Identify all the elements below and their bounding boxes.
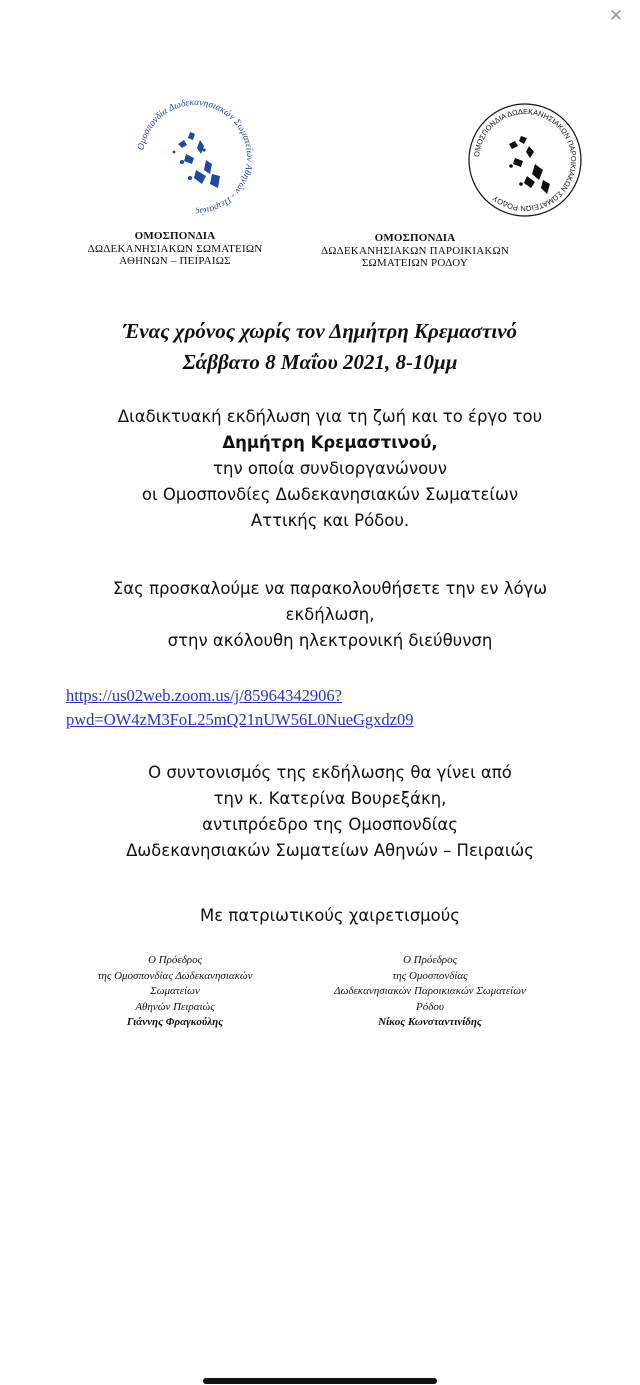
coordination-line: την κ. Κατερίνα Βουρεξάκη, <box>213 789 447 808</box>
signature-left <box>55 953 295 1031</box>
intro-line: Αττικής και Ρόδου. <box>250 511 410 530</box>
intro-line: την οποία συνδιοργανώνουν <box>213 459 447 478</box>
closing-greeting: Με πατριωτικούς χαιρετισμούς <box>199 906 460 925</box>
org-right-line: ΟΜΟΣΠΟΝΔΙΑ <box>374 232 456 244</box>
signature-line: Ο Πρόεδρος <box>402 954 458 966</box>
org-right-line: ΣΩΜΑΤΕΙΩΝ ΡΟΔΟΥ <box>361 257 469 269</box>
intro-line: Διαδικτυακή εκδήλωση για τη ζωή και το έργο του <box>117 407 543 426</box>
home-indicator[interactable] <box>203 1378 437 1384</box>
intro-paragraph <box>30 404 630 534</box>
invite-paragraph <box>30 576 630 654</box>
invite-line: Σας προσκαλούμε να παρακολουθήσετε την εν λόγω <box>112 579 548 598</box>
islands-map-icon <box>509 136 550 194</box>
invite-line: εκδήλωση, <box>285 605 375 624</box>
federation-seal-rhodes-logo <box>465 100 585 220</box>
zoom-link-line[interactable]: pwd=OW4zM3FoL25mQ21nUW56L0NueGgxdz09 <box>66 710 414 729</box>
signature-line: Ο Πρόεδρος <box>147 954 203 966</box>
org-right-caption <box>290 232 540 270</box>
org-left-line: ΑΘΗΝΩΝ – ΠΕΙΡΑΙΩΣ <box>119 255 231 267</box>
coordination-line: Δωδεκανησιακών Σωματείων Αθηνών – Πειραιώς <box>126 841 534 860</box>
signature-line: της Ομοσπονδίας <box>392 969 468 982</box>
signatory-name: Νίκος Κωνσταντινίδης <box>378 1016 482 1028</box>
signature-right <box>295 953 565 1031</box>
zoom-link[interactable] <box>66 684 414 732</box>
intro-line: οι Ομοσπονδίες Δωδεκανησιακών Σωματείων <box>141 485 519 504</box>
coordination-paragraph <box>30 760 630 864</box>
event-date: Σάββατο 8 Μαΐου 2021, 8-10μμ <box>182 350 458 374</box>
event-title: Ένας χρόνος χωρίς τον Δημήτρη Κρεμαστινό <box>122 319 518 343</box>
org-right-line: ΔΩΔΕΚΑΝΗΣΙΑΚΩΝ ΠΑΡΟΙΚΙΑΚΩΝ <box>320 244 510 257</box>
signatory-name: Γιάννης Φραγκούλης <box>126 1016 224 1028</box>
honoree-name: Δημήτρη Κρεμαστινού, <box>222 433 438 452</box>
signature-line: Δωδεκανησιακών Παροικιακών Σωματείων <box>334 985 526 997</box>
svg-text:Ομοσπονδία Δωδεκανησιακών Σωμα: Ομοσπονδία Δωδεκανησιακών Σωματείων Αθηνών - Πειραιώς <box>136 97 255 217</box>
org-left-line: ΔΩΔΕΚΑΝΗΣΙΑΚΩΝ ΣΩΜΑΤΕΙΩΝ <box>87 242 263 255</box>
org-left-line: ΟΜΟΣΠΟΝΔΙΑ <box>134 230 216 242</box>
org-left-caption <box>55 230 295 268</box>
islands-map-icon <box>173 132 220 188</box>
signature-line: Αθηνών Πειραιώς <box>135 1000 215 1013</box>
coordination-line: Ο συντονισμός της εκδήλωσης θα γίνει από <box>148 763 512 782</box>
federation-seal-athens-piraeus-logo <box>130 92 260 222</box>
coordination-line: αντιπρόεδρο της Ομοσπονδίας <box>202 815 458 834</box>
invite-line: στην ακόλουθη ηλεκτρονική διεύθυνση <box>167 631 493 650</box>
signature-line: Ρόδου <box>416 1000 444 1013</box>
svg-text:ΟΜΟΣΠΟΝΔΙΑ ΔΩΔΕΚΑΝΗΣΙΑΚΩΝ ΠΑΡΟ: ΟΜΟΣΠΟΝΔΙΑ ΔΩΔΕΚΑΝΗΣΙΑΚΩΝ ΠΑΡΟΙΚΙΑΚΩΝ ΣΩΜΑΤΕΙΩΝ ΡΟΔΟΥ <box>472 106 579 214</box>
signature-line: Σωματείων <box>150 985 200 997</box>
close-icon[interactable]: ✕ <box>608 6 624 26</box>
zoom-link-line[interactable]: https://us02web.zoom.us/j/85964342906? <box>66 686 342 705</box>
signature-line: της Ομοσπονδίας Δωδεκανησιακών <box>97 969 253 982</box>
